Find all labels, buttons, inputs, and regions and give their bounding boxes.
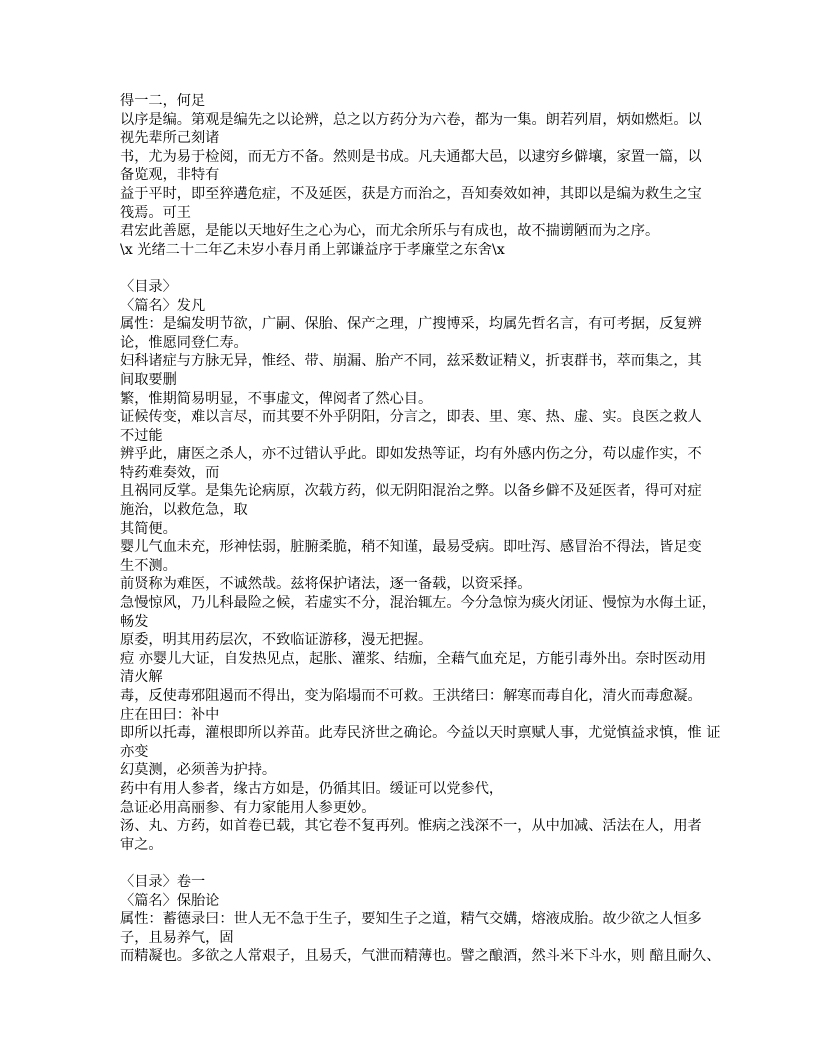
text-line: 且祸同反掌。是集先论病原，次载方药，似无阴阳混治之弊。以备乡僻不及延医者，得可对症 <box>120 483 702 500</box>
spacer <box>120 259 706 278</box>
text-line: 前贤称为难医，不诚然哉。兹将保护诸法，逐一备载，以资采择。 <box>120 576 532 593</box>
text-line: 畅发 <box>120 613 149 630</box>
text-line: 痘 亦婴儿大证，自发热见点，起胀、灌浆、结痂，全藉气血充足，方能引毒外出。奈时医动用 <box>120 650 707 667</box>
toc-marker: 〈目录〉卷一 <box>120 873 206 890</box>
text-line: 不过能 <box>120 427 163 444</box>
section-title: 〈篇名〉发凡 <box>120 297 206 314</box>
text-line: 筏焉。可王 <box>120 204 191 221</box>
text-line: 特药难奏效，而 <box>120 464 220 481</box>
text-line: 生不测。 <box>120 557 177 574</box>
text-line: 视先辈所己刻诸 <box>120 130 220 147</box>
text-line: 繁，惟期简易明显，不事虚文，俾阅者了然心目。 <box>120 390 433 407</box>
text-line: 辨乎此，庸医之杀人，亦不过错认乎此。即如发热等证，均有外感内伤之分，苟以虚作实，不 <box>120 446 702 463</box>
text-line: 亦变 <box>120 743 149 760</box>
text-line: 其简便。 <box>120 520 177 537</box>
text-line: 备览观，非特有 <box>120 167 220 184</box>
section-title: 〈篇名〉保胎论 <box>120 892 220 909</box>
text-line: 子，且易养气，固 <box>120 929 234 946</box>
section-baotai <box>120 873 721 966</box>
text-line: 得一二，何足 <box>120 93 206 109</box>
text-line: 属性：蓄德录曰：世人无不急于生子，要知生子之道，精气交媾，熔液成胎。故少欲之人恒多 <box>120 911 702 928</box>
preface-signature: \x 光绪二十二年乙未岁小春月甬上郭谦益序于孝廉堂之东舍\x <box>120 241 505 258</box>
text-line: 以序是编。第观是编先之以论辨，总之以方药分为六卷，都为一集。朗若列眉，炳如燃炬。以 <box>120 111 702 128</box>
text-line: 君宏此善愿，是能以天地好生之心为心，而尤余所乐与有成也，故不揣谫陋而为之序。 <box>120 223 660 240</box>
text-line: 原委，明其用药层次，不致临证游移，漫无把握。 <box>120 632 433 649</box>
document-page <box>120 92 721 966</box>
preface-block <box>120 92 706 259</box>
toc-marker: 〈目录〉 <box>120 278 177 295</box>
text-line: 毒，反使毒邪阻遏而不得出，变为陷塌而不可救。王洪绪曰：解寒而毒自化，清火而毒愈凝。 <box>120 688 702 704</box>
text-line: 妇科诸症与方脉无异，惟经、带、崩漏、胎产不同，兹采数证精义，折衷群书，萃而集之，其 <box>120 353 702 370</box>
text-line: 药中有用人参者，缘古方如是，仍循其旧。缓证可以党参代， <box>120 780 504 797</box>
text-line: 幻莫测，必须善为护持。 <box>120 762 277 779</box>
text-line: 论，惟愿同登仁寿。 <box>120 334 248 351</box>
text-line: 急证必用高丽参、有力家能用人参更妙。 <box>120 799 376 816</box>
text-line: 即所以托毒，灌根即所以养苗。此寿民济世之确论。今益以天时禀赋人事，尤觉慎益求慎，惟 证 <box>120 725 721 742</box>
text-line: 庄在田曰：补中 <box>120 706 220 723</box>
text-line: 而精凝也。多欲之人常艰子，且易夭，气泄而精薄也。譬之酿酒，然斗米下斗水，则 醅且耐久、 <box>120 948 721 965</box>
text-line: 证候传变，难以言尽，而其要不外乎阴阳，分言之，即表、里、寒、热、虚、实。良医之救人 <box>120 409 702 426</box>
text-line: 属性：是编发明节欲，广嗣、保胎、保产之理，广搜博采，均属先哲名言，有可考据，反复辨 <box>120 316 702 333</box>
text-line: 汤、丸、方药，如首卷已载，其它卷不复再列。惟病之浅深不一，从中加减、活法在人，用者 <box>120 818 702 835</box>
text-line: 清火解 <box>120 669 163 686</box>
spacer <box>120 854 706 873</box>
section-fafan <box>120 278 721 854</box>
text-line: 审之。 <box>120 836 163 853</box>
text-line: 间取要删 <box>120 371 177 388</box>
text-line: 施治，以救危急，取 <box>120 502 248 519</box>
text-line: 书，尤为易于检阅，而无方不备。然则是书成。凡夫通都大邑，以逮穷乡僻壤，家置一篇，以 <box>120 148 702 165</box>
text-line: 急慢惊风，乃儿科最险之候，若虚实不分，混治辄左。今分急惊为痰火闭证、慢惊为水侮土证， <box>120 595 716 612</box>
text-line: 婴儿气血未充，形神怯弱，脏腑柔脆，稍不知谨，最易受病。即吐泻、感冒治不得法，皆足变 <box>120 539 702 556</box>
text-line: 益于平时，即至猝遘危症，不及延医，获是方而治之，吾知奏效如神，其即以是编为救生之宝 <box>120 185 702 202</box>
